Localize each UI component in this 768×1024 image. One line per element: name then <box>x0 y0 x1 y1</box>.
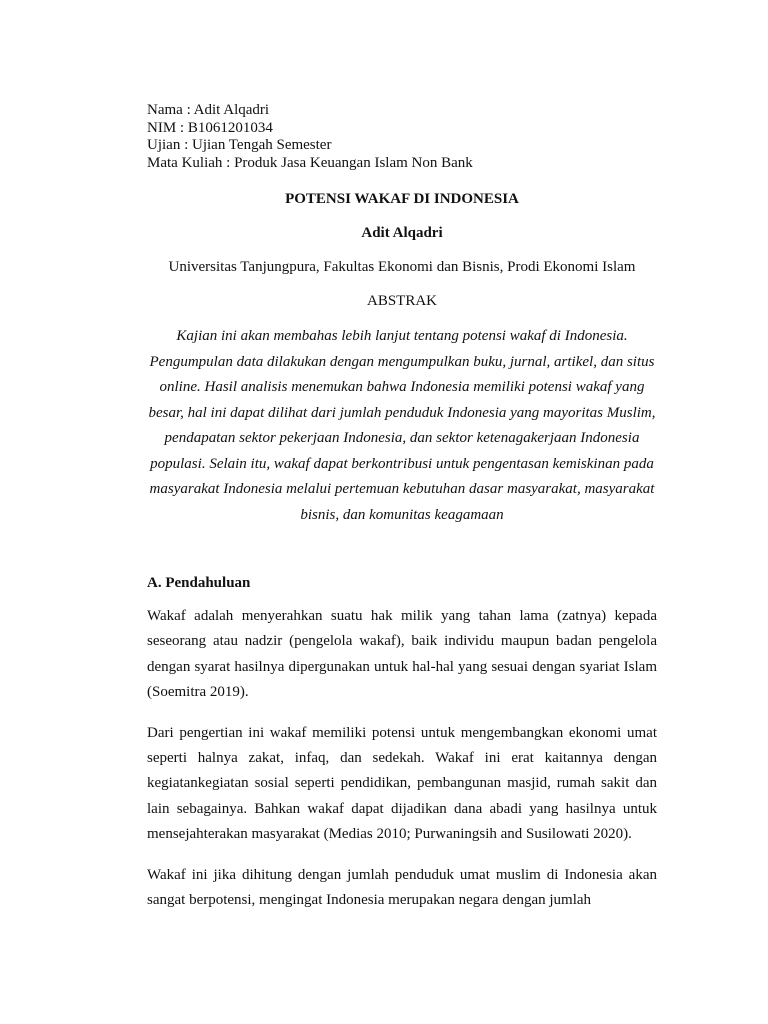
section-heading: A. Pendahuluan <box>147 575 251 591</box>
student-name: Nama : Adit Alqadri <box>147 102 270 118</box>
paper-author: Adit Alqadri <box>361 225 443 241</box>
paper-title: POTENSI WAKAF DI INDONESIA <box>285 191 519 207</box>
paragraph: Dari pengertian ini wakaf memiliki potensi untuk mengembangkan ekonomi umat seperti halnya zakat, infaq, dan sedekah. Wakaf ini erat kaitannya dengan kegiatankegiatan sosial seperti pendidikan, pembangunan masjid, rumah sakit dan lain sebagainya. Bahkan wakaf dapat dijadikan dana abadi yang hasilnya untuk mensejahterakan masyarakat (Medias 2010; Purwaningsih and Susilowati 2020). <box>147 724 657 843</box>
course-name: Mata Kuliah : Produk Jasa Keuangan Islam Non Bank <box>147 154 473 171</box>
exam-type: Ujian : Ujian Tengah Semester <box>147 137 332 153</box>
paragraph: Wakaf adalah menyerahkan suatu hak milik yang tahan lama (zatnya) kepada seseorang atau nadzir (pengelola wakaf), baik individu maupun badan pengelola dengan syarat hasilnya dipergunakan untuk hal-hal yang sesuai dengan syariat Islam (Soemitra 2019). <box>147 608 657 701</box>
abstract-text: Kajian ini akan membahas lebih lanjut tentang potensi wakaf di Indonesia. Pengumpulan data dilakukan dengan mengumpulkan buku, jurnal, artikel, dan situs online. Hasil analisis menemukan bahwa Indonesia memiliki potensi wakaf yang besar, hal ini dapat dilihat dari jumlah penduduk Indonesia yang mayoritas Muslim, pendapatan sektor pekerjaan Indonesia, dan sektor ketenagakerjaan Indonesia populasi. Selain itu, wakaf dapat berkontribusi untuk pengentasan kemiskinan pada masyarakat Indonesia melalui pertemuan kebutuhan dasar masyarakat, masyarakat bisnis, dan komunitas keagamaan <box>148 328 656 523</box>
paragraph: Wakaf ini jika dihitung dengan jumlah penduduk umat muslim di Indonesia akan sangat berpotensi, mengingat Indonesia merupakan negara dengan jumlah <box>147 866 657 909</box>
paper-affiliation: Universitas Tanjungpura, Fakultas Ekonomi dan Bisnis, Prodi Ekonomi Islam <box>168 259 636 275</box>
student-nim: NIM : B1061201034 <box>147 119 273 136</box>
abstract-heading: ABSTRAK <box>366 293 437 309</box>
document-page <box>147 102 657 928</box>
student-info <box>147 102 657 172</box>
